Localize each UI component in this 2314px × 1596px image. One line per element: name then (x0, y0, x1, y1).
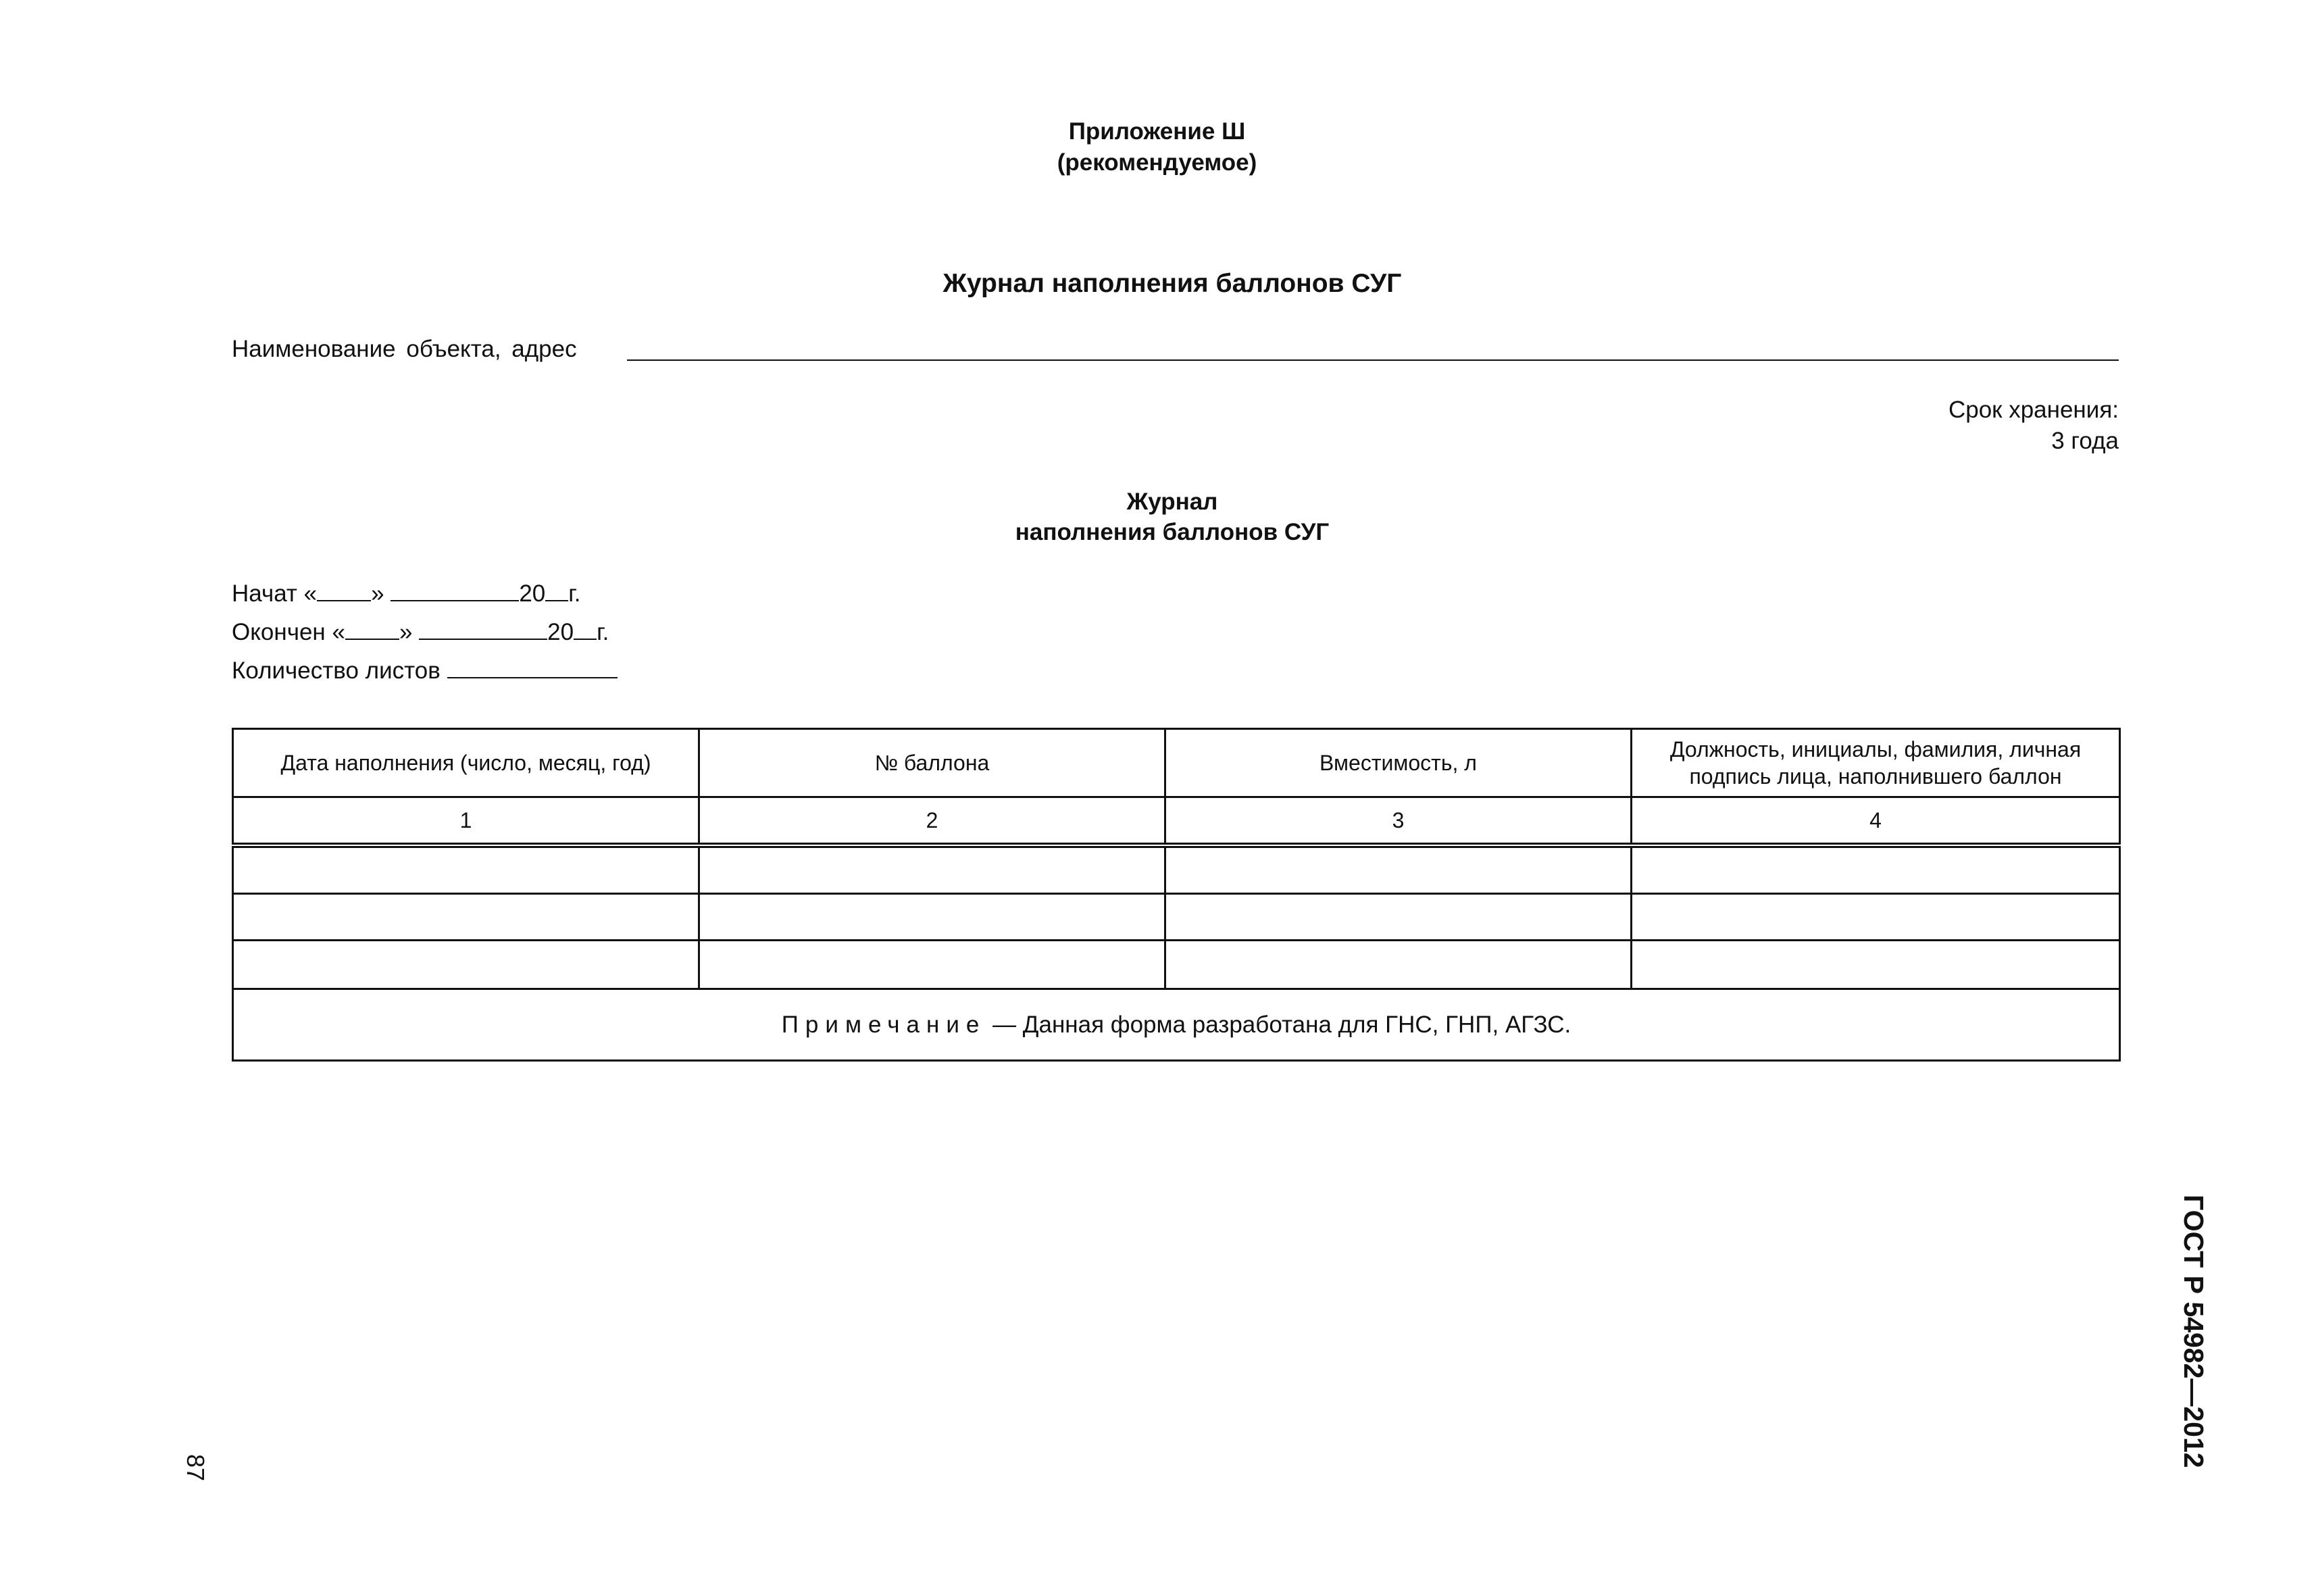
column-number: 3 (1165, 797, 1632, 846)
year-prefix: 20 (519, 580, 546, 607)
table-cell (1632, 941, 2120, 989)
ended-field (232, 617, 609, 647)
column-number: 2 (699, 797, 1165, 846)
retention-value: 3 года (2051, 428, 2119, 454)
sheets-blank (447, 655, 618, 678)
appendix-title: Приложение Ш (1068, 118, 1246, 145)
table-row (233, 941, 2120, 989)
main-title: Журнал наполнения баллонов СУГ (942, 269, 1402, 298)
table-cell (1632, 894, 2120, 941)
year-suffix: г. (568, 580, 581, 607)
header-date: Дата наполнения (число, месяц, год) (233, 729, 699, 797)
quote-open: « (332, 619, 345, 645)
column-number: 1 (233, 797, 699, 846)
quote-open: « (303, 580, 318, 607)
note-label: Примечание (781, 1011, 986, 1038)
table-cell (1632, 845, 2120, 894)
header-signature: Должность, инициалы, фамилия, личная подпись лица, наполнившего баллон (1632, 729, 2120, 797)
quote-close: » (371, 580, 384, 607)
year-prefix: 20 (547, 619, 574, 645)
cover-subtitle: наполнения баллонов СУГ (1015, 519, 1330, 545)
standard-designation: ГОСТ Р 54982—2012 (2178, 1195, 2209, 1468)
note-text: — Данная форма разработана для ГНС, ГНП, АГЗС. (986, 1011, 1571, 1038)
started-label: Начат (232, 580, 297, 607)
cover-title: Журнал (1126, 489, 1218, 515)
header-cylinder-number: № баллона (699, 729, 1165, 797)
page-number: 87 (182, 1454, 209, 1482)
sheets-field (232, 655, 618, 685)
started-month-blank (391, 578, 519, 601)
journal-table (232, 728, 2121, 1062)
column-number-row (233, 797, 2120, 846)
table-note (233, 989, 2120, 1061)
started-field (232, 578, 581, 608)
year-suffix: г. (597, 619, 609, 645)
started-year-blank (545, 578, 568, 601)
header-capacity: Вместимость, л (1165, 729, 1632, 797)
table-cell (233, 845, 699, 894)
ended-label: Окончен (232, 619, 326, 645)
table-cell (699, 845, 1165, 894)
table-cell (1165, 894, 1632, 941)
table-cell (699, 894, 1165, 941)
started-day-blank (317, 578, 371, 601)
address-line (627, 359, 2119, 361)
note-row (233, 989, 2120, 1061)
table-cell (1165, 845, 1632, 894)
ended-day-blank (345, 617, 399, 640)
sheets-label: Количество листов (232, 657, 441, 684)
table-row (233, 894, 2120, 941)
column-number: 4 (1632, 797, 2120, 846)
table-cell (233, 894, 699, 941)
object-label: Наименование объекта, адрес (232, 336, 577, 362)
table-cell (233, 941, 699, 989)
ended-year-blank (574, 617, 597, 640)
header-row (233, 729, 2120, 797)
quote-close: » (399, 619, 413, 645)
appendix-subtitle: (рекомендуемое) (1057, 149, 1257, 176)
ended-month-blank (419, 617, 547, 640)
table-row (233, 845, 2120, 894)
table-cell (1165, 941, 1632, 989)
retention-label: Срок хранения: (1948, 397, 2119, 423)
table-cell (699, 941, 1165, 989)
